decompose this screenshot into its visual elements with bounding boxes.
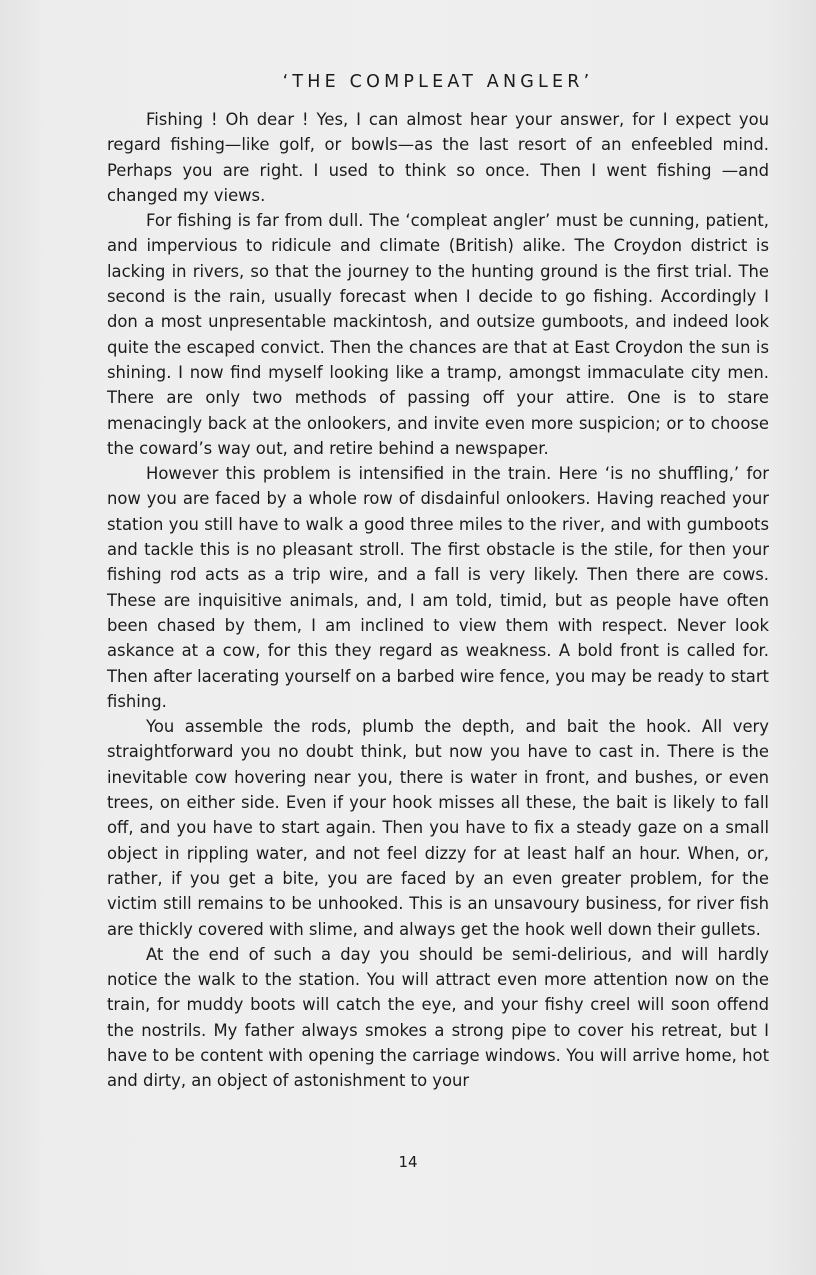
page-content [107, 68, 769, 1094]
paragraph: You assemble the rods, plumb the depth, and bait the hook. All very straightforward you no doubt think, but now you have to cast in. There is the inevitable cow hovering near you, there is water in front, and bushes, or even trees, on either side. Even if your hook misses all these, the bait is likely to fall off, and you have to start again. Then you have to fix a steady gaze on a small object in rippling water, and not feel dizzy for at least half an hour. When, or, rather, if you get a bite, you are faced by an even greater problem, for the victim still remains to be unhooked. This is an unsavoury business, for river fish are thickly covered with slime, and always get the hook well down their gullets. [107, 717, 769, 939]
body-text [107, 107, 769, 1094]
paragraph: Fishing ! Oh dear ! Yes, I can almost hear your answer, for I expect you regard fishing—like golf, or bowls—as the last resort of an enfeebled mind. Perhaps you are right. I used to think so once. Then I went fishing —and changed my views. [107, 110, 769, 205]
paragraph: However this problem is intensified in the train. Here ‘is no shuffling,’ for now you are faced by a whole row of disdainful onlookers. Having reached your station you still have to walk a good three miles to the river, and with gumboots and tackle this is no pleasant stroll. The first obstacle is the stile, for then your fishing rod acts as a trip wire, and a fall is very likely. Then there are cows. These are inquisitive animals, and, I am told, timid, but as people have often been chased by them, I am inclined to view them with respect. Never look askance at a cow, for this they regard as weakness. A bold front is called for. Then after lacerating yourself on a barbed wire fence, you may be ready to start fishing. [107, 464, 769, 711]
paragraph: For fishing is far from dull. The ‘compleat angler’ must be cunning, patient, and impervious to ridicule and climate (British) alike. The Croydon district is lacking in rivers, so that the journey to the hunting ground is the first trial. The second is the rain, usually forecast when I decide to go fishing. Accordingly I don a most unpresentable mackintosh, and outsize gumboots, and indeed look quite the escaped convict. Then the chances are that at East Croydon the sun is shining. I now find myself looking like a tramp, amongst immaculate city men. There are only two methods of passing off your attire. One is to stare menacingly back at the onlookers, and invite even more suspicion; or to choose the coward’s way out, and retire behind a newspaper. [107, 211, 769, 458]
running-title: ‘THE COMPLEAT ANGLER’ [282, 72, 594, 92]
page-number: 14 [398, 1153, 418, 1171]
paragraph: At the end of such a day you should be semi-delirious, and will hardly notice the walk to the station. You will attract even more attention now on the train, for muddy boots will catch the eye, and your fishy creel will soon offend the nostrils. My father always smokes a strong pipe to cover his retreat, but I have to be content with opening the carriage windows. You will arrive home, hot and dirty, an object of astonishment to your [107, 944, 769, 1091]
